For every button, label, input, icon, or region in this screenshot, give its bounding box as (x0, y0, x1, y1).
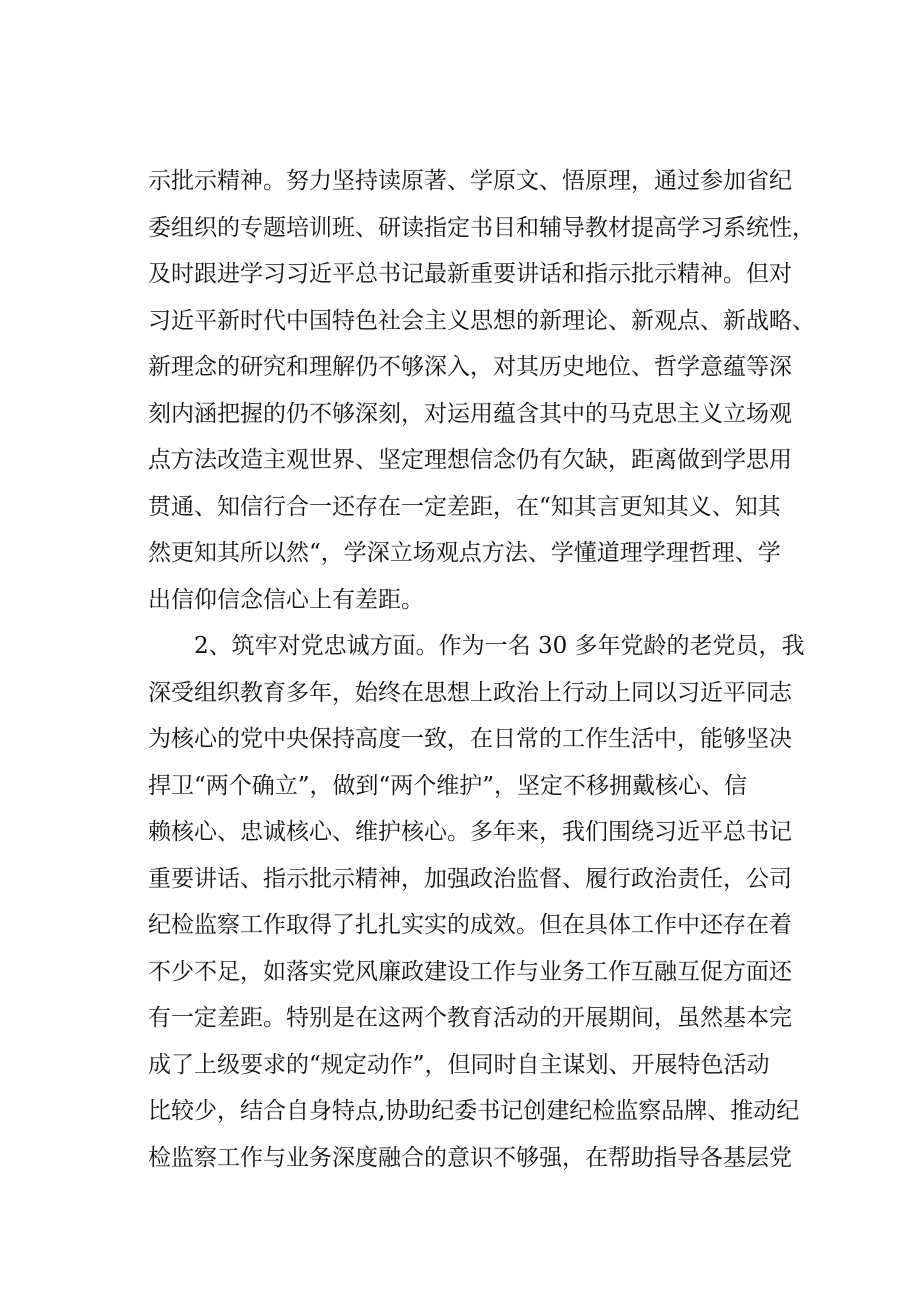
paragraph-1-line: 刻内涵把握的仍不够深刻，对运用蕴含其中的马克思主义立场观 (148, 400, 792, 427)
paragraph-2-line: 重要讲话、指示批示精神，加强政治监督、履行政治责任，公司 (148, 865, 792, 892)
paragraph-2-line: 有一定差距。特别是在这两个教育活动的开展期间，虽然基本完 (148, 1005, 792, 1031)
paragraph-2-line: 赖核心、忠诚核心、维护核心。多年来，我们围绕习近平总书记 (148, 819, 792, 845)
paragraph-2-line: 纪检监察工作取得了扎扎实实的成效。但在具体工作中还存在着 (148, 912, 792, 938)
paragraph-1-line: 示批示精神。努力坚持读原著、学原文、悟原理，通过参加省纪 (148, 168, 792, 194)
paragraph-2-line: 比较少，结合自身特点,协助纪委书记创建纪检监察品牌、推动纪 (148, 1098, 800, 1124)
paragraph-2-line: 捍卫“两个确立”，做到“两个维护”，坚定不移拥戴核心、信 (148, 772, 748, 799)
paragraph-1-line: 习近平新时代中国特色社会主义思想的新理论、新观点、新战略、 (148, 307, 815, 334)
paragraph-1 (148, 158, 828, 623)
document-body (148, 158, 828, 1181)
paragraph-1-line: 新理念的研究和理解仍不够深入，对其历史地位、哲学意蕴等深 (148, 354, 792, 380)
paragraph-2 (148, 623, 828, 1181)
paragraph-2-line: 不少不足，如落实党风廉政建设工作与业务工作互融互促方面还 (148, 958, 792, 985)
paragraph-2-line: 2、筑牢对党忠诚方面。作为一名 30 多年党龄的老党员，我 (194, 633, 805, 659)
paragraph-2-line: 检监察工作与业务深度融合的意识不够强，在帮助指导各基层党 (148, 1144, 792, 1171)
paragraph-1-line: 贯通、知信行合一还存在一定差距，在“知其言更知其义、知其 (148, 493, 781, 520)
paragraph-2-line: 深受组织教育多年，始终在思想上政治上行动上同以习近平同志 (148, 679, 792, 706)
paragraph-1-line: 点方法改造主观世界、坚定理想信念仍有欠缺，距离做到学思用 (148, 447, 792, 473)
paragraph-2-line: 为核心的党中央保持高度一致，在日常的工作生活中，能够坚决 (148, 726, 792, 752)
paragraph-1-line: 然更知其所以然“，学深立场观点方法、学懂道理学理哲理、学 (148, 540, 781, 566)
paragraph-1-line: 及时跟进学习习近平总书记最新重要讲话和指示批示精神。但对 (148, 261, 792, 287)
paragraph-1-line: 委组织的专题培训班、研读指定书目和辅导教材提高学习系统性， (148, 214, 815, 241)
paragraph-1-line: 出信仰信念信心上有差距。 (148, 586, 424, 613)
paragraph-2-line: 成了上级要求的“规定动作”，但同时自主谋划、开展特色活动 (148, 1051, 770, 1078)
